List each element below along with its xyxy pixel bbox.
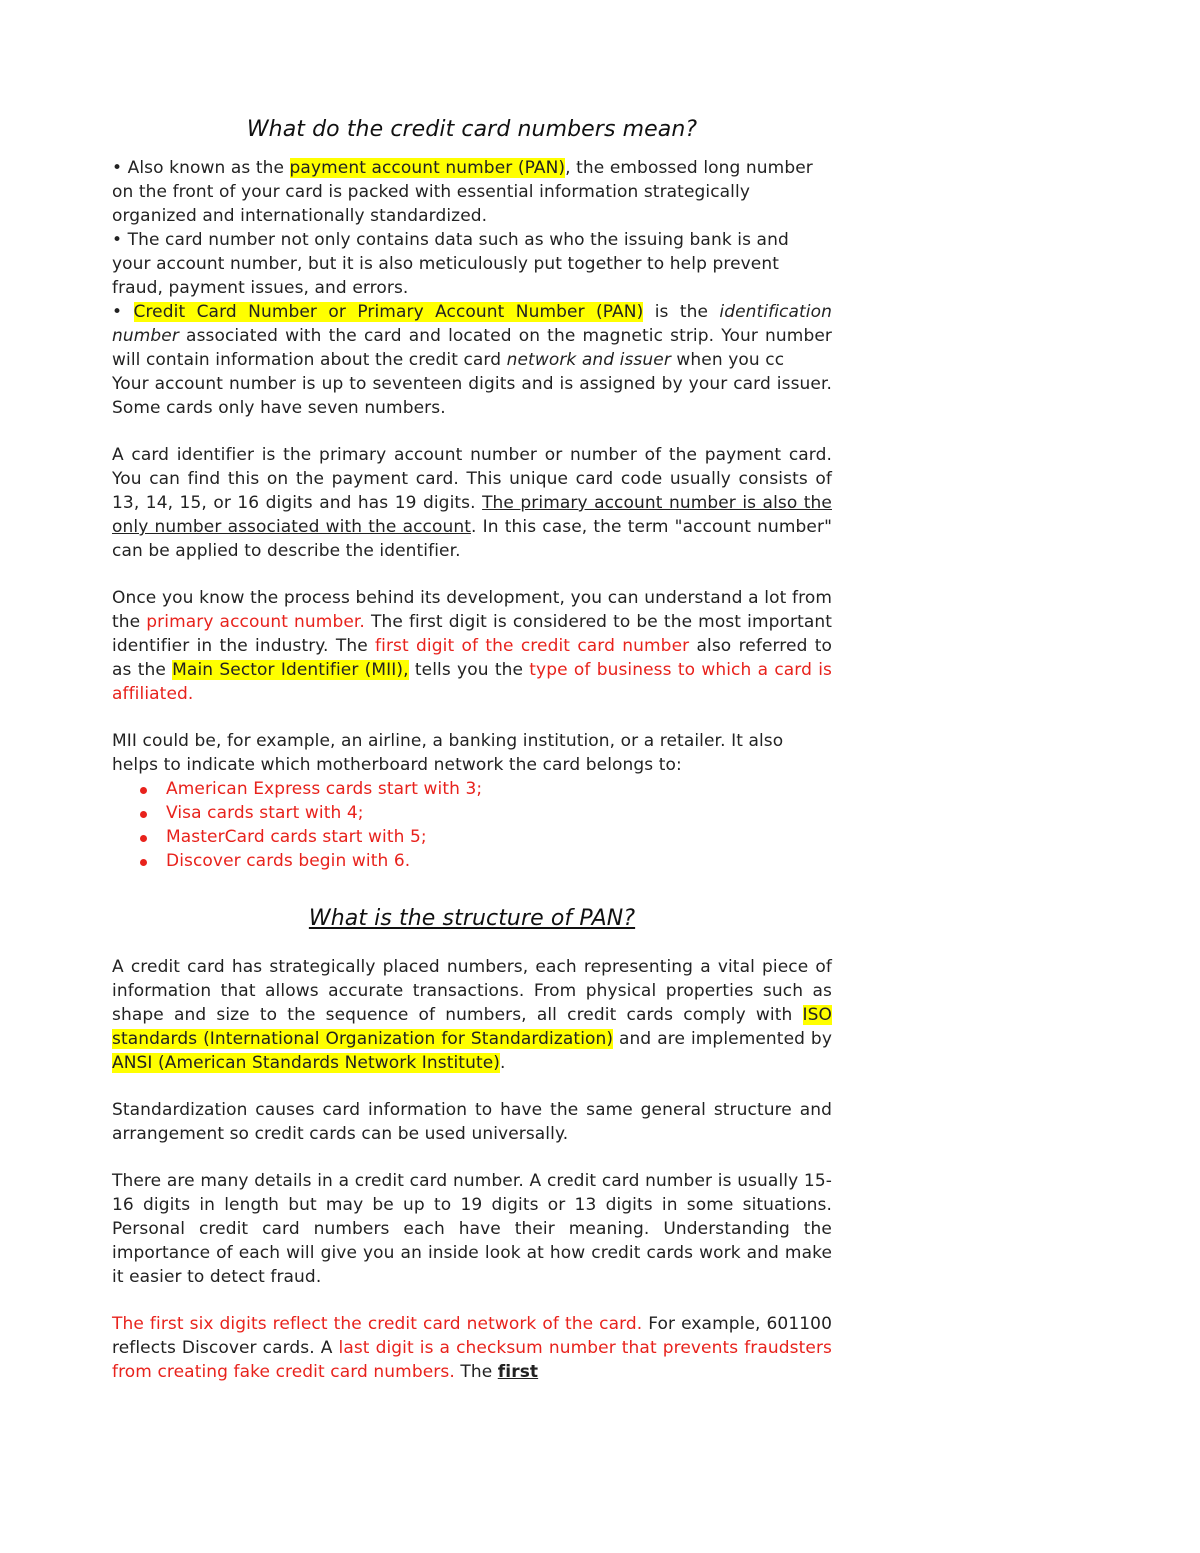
bullet-pan-intro xyxy=(112,156,832,228)
paragraph-gap xyxy=(112,1289,832,1312)
highlight-pan: payment account number (PAN) xyxy=(289,158,566,178)
paragraph-gap xyxy=(112,706,832,729)
italic-network-issuer: network and issuer xyxy=(506,350,671,370)
text-run: • xyxy=(112,302,134,322)
text-run: A credit card has strategically placed numbers, each representing a vital piece of information that allows accurate transactions. From physical properties such as shape and size to the sequence of numbers, all credit cards comply with xyxy=(112,957,832,1025)
paragraph-first-six-digits xyxy=(112,1312,832,1384)
red-first-digit: first digit of the credit card number xyxy=(375,636,690,656)
bullet-pan-definition xyxy=(112,300,832,372)
red-primary-account-number: primary account number. xyxy=(146,612,365,632)
italic-identification-number: identification number xyxy=(112,302,832,346)
paragraph-card-identifier xyxy=(112,443,832,563)
highlight-credit-card-number: Credit Card Number or Primary Account Number (PAN) xyxy=(133,302,644,322)
list-item-discover: Discover cards begin with 6. xyxy=(138,849,832,873)
paragraph-gap xyxy=(112,1146,832,1169)
list-item-amex: American Express cards start with 3; xyxy=(138,777,832,801)
red-first-six-digits: The first six digits reflect the credit card network of the card. xyxy=(112,1314,643,1334)
bullet-card-number-purpose: • The card number not only contains data such as who the issuing bank is and your account number, but it is also meticulously put together to help prevent fraud, payment issues, and errors. xyxy=(112,230,789,298)
highlight-ansi: ANSI (American Standards Network Institute) xyxy=(112,1053,501,1073)
card-brand-list xyxy=(112,777,832,873)
paragraph-standardization: Standardization causes card information to have the same general structure and arrangement so credit cards can be used universally. xyxy=(112,1100,832,1144)
document-body xyxy=(112,108,832,1384)
red-checksum: last digit is a checksum number that prevents fraudsters from creating fake credit card numbers. xyxy=(112,1338,832,1382)
paragraph-gap xyxy=(112,420,832,443)
underline-primary-account: The primary account number is also the only number associated with the account xyxy=(112,493,832,537)
text-run: and are implemented by xyxy=(613,1029,832,1049)
text-run: is the xyxy=(643,302,720,322)
paragraph-mii-intro xyxy=(112,586,832,706)
section-1-heading-wrap xyxy=(112,114,832,146)
paragraph-iso-standards xyxy=(112,955,832,1075)
text-run: A card identifier is the primary account number or number of the payment card. You can find this on the payment card. This unique card code usually consists of 13, 14, 15, or 16 digits and has 19 digits. xyxy=(112,445,832,513)
red-type-of-business: type of business to which a card is affiliated. xyxy=(112,660,832,704)
highlight-mii: Main Sector Identifier (MII), xyxy=(172,660,409,680)
paragraph-account-number-length: Your account number is up to seventeen digits and is assigned by your card issuer. Some cards only have seven numbers. xyxy=(112,374,832,418)
text-run: tells you the xyxy=(408,660,530,680)
highlight-iso: ISO standards (International Organization for Standardization) xyxy=(112,1005,832,1049)
text-run: . In this case, the term "account number" can be applied to describe the identifier. xyxy=(112,517,833,561)
text-run: . xyxy=(500,1053,506,1073)
section-2-heading: What is the structure of PAN? xyxy=(308,906,636,931)
underline-first: first xyxy=(497,1362,539,1382)
text-run: , the embossed long number on the front of your card is packed with essential information strategically organized and internationally standardized. xyxy=(112,158,813,226)
list-item-visa: Visa cards start with 4; xyxy=(138,801,832,825)
list-item-mastercard: MasterCard cards start with 5; xyxy=(138,825,832,849)
paragraph-mii-examples: MII could be, for example, an airline, a banking institution, or a retailer. It also helps to indicate which motherboard network the card belongs to: xyxy=(112,731,784,775)
text-run: The first digit is considered to be the most important identifier in the industry. The xyxy=(112,612,833,656)
text-run: The xyxy=(454,1362,498,1382)
text-run: when you cc xyxy=(670,350,785,370)
paragraph-gap xyxy=(112,563,832,586)
text-run: associated with the card and located on the magnetic strip. Your number will contain information about the credit card xyxy=(112,326,832,370)
text-run: For example, 601100 reflects Discover cards. A xyxy=(112,1314,832,1358)
text-run: • Also known as the xyxy=(112,158,290,178)
section-2-heading-wrap xyxy=(112,903,832,935)
text-run: also referred to as the xyxy=(112,636,833,680)
paragraph-gap xyxy=(112,1075,832,1098)
text-run: Once you know the process behind its development, you can understand a lot from the xyxy=(112,588,832,632)
section-1-heading: What do the credit card numbers mean? xyxy=(246,117,698,142)
paragraph-number-details: There are many details in a credit card number. A credit card number is usually 15-16 digits in length but may be up to 19 digits or 13 digits in some situations. Personal credit card numbers each have their meaning. Understanding the importance of each will give you an inside look at how credit cards work and make it easier to detect fraud. xyxy=(112,1171,832,1287)
